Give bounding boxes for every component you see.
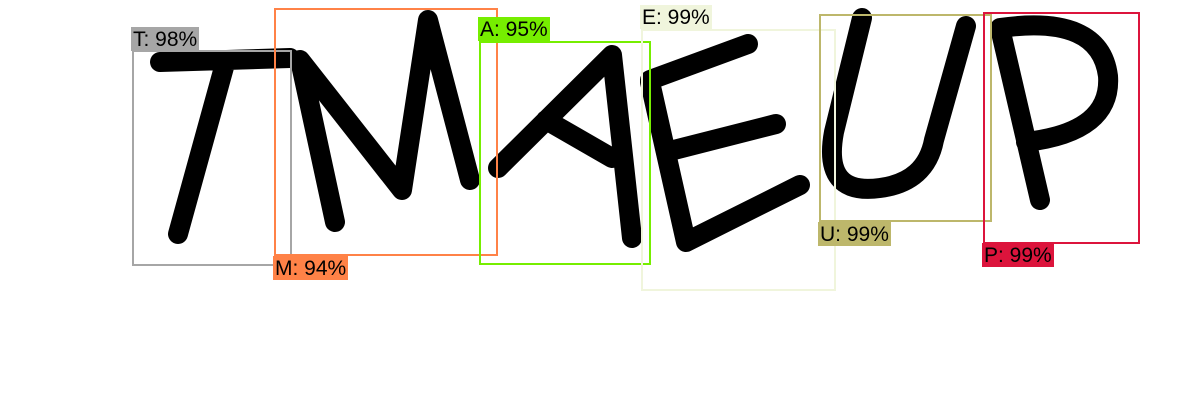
detection-box-m [274, 8, 498, 256]
detection-label-p: P: 99% [984, 244, 1052, 267]
detection-box-p [983, 12, 1140, 244]
detection-box-t [132, 50, 292, 266]
detection-label-a: A: 95% [480, 18, 548, 41]
detection-label-t: T: 98% [133, 28, 198, 51]
detection-box-a [479, 41, 651, 265]
detection-label-m: M: 94% [275, 257, 347, 280]
detection-box-u [819, 14, 992, 222]
detection-label-u: U: 99% [820, 223, 889, 246]
detection-box-e [641, 29, 836, 291]
detection-label-e: E: 99% [642, 6, 710, 29]
